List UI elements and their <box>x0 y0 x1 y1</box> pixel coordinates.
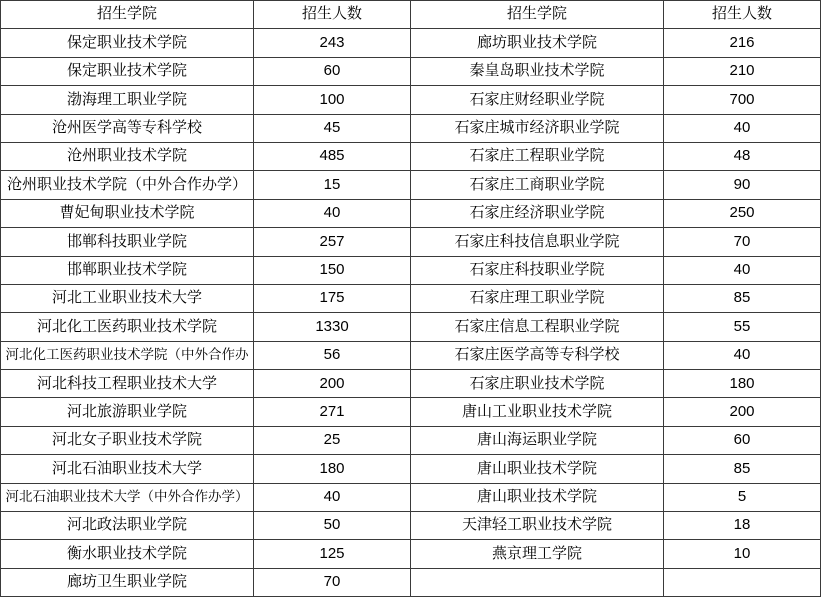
cell-right-count: 85 <box>664 455 821 483</box>
cell-right-college: 燕京理工学院 <box>411 540 664 568</box>
cell-right-college: 廊坊职业技术学院 <box>411 29 664 57</box>
cell-left-count: 271 <box>254 398 411 426</box>
cell-right-college: 唐山职业技术学院 <box>411 455 664 483</box>
cell-right-college: 秦皇岛职业技术学院 <box>411 57 664 85</box>
cell-right-college: 天津轻工职业技术学院 <box>411 512 664 540</box>
cell-right-college <box>411 568 664 596</box>
cell-left-college: 保定职业技术学院 <box>1 57 254 85</box>
cell-right-count: 40 <box>664 341 821 369</box>
cell-right-count: 200 <box>664 398 821 426</box>
cell-right-college: 唐山工业职业技术学院 <box>411 398 664 426</box>
cell-right-count: 90 <box>664 171 821 199</box>
cell-left-count: 60 <box>254 57 411 85</box>
cell-left-college: 沧州医学高等专科学校 <box>1 114 254 142</box>
table-row <box>1 370 821 398</box>
cell-left-college: 邯郸科技职业学院 <box>1 228 254 256</box>
cell-right-college: 石家庄城市经济职业学院 <box>411 114 664 142</box>
cell-left-college: 河北化工医药职业技术学院 <box>1 313 254 341</box>
cell-left-count: 100 <box>254 86 411 114</box>
cell-left-college: 河北化工医药职业技术学院（中外合作办 <box>1 341 254 369</box>
table-row <box>1 86 821 114</box>
cell-right-count: 250 <box>664 199 821 227</box>
cell-right-count: 48 <box>664 142 821 170</box>
table-row <box>1 29 821 57</box>
cell-left-college: 河北石油职业技术大学 <box>1 455 254 483</box>
cell-right-college: 石家庄财经职业学院 <box>411 86 664 114</box>
table-row <box>1 455 821 483</box>
cell-left-count: 175 <box>254 284 411 312</box>
cell-right-college: 唐山海运职业学院 <box>411 426 664 454</box>
cell-left-college: 沧州职业技术学院 <box>1 142 254 170</box>
cell-right-college: 石家庄科技信息职业学院 <box>411 228 664 256</box>
cell-left-college: 渤海理工职业学院 <box>1 86 254 114</box>
cell-left-count: 257 <box>254 228 411 256</box>
cell-right-college: 石家庄理工职业学院 <box>411 284 664 312</box>
cell-left-college: 河北科技工程职业技术大学 <box>1 370 254 398</box>
table-row <box>1 142 821 170</box>
table-row <box>1 114 821 142</box>
cell-left-count: 50 <box>254 512 411 540</box>
cell-left-college: 河北女子职业技术学院 <box>1 426 254 454</box>
cell-left-count: 56 <box>254 341 411 369</box>
table-row <box>1 341 821 369</box>
cell-right-college: 石家庄工商职业学院 <box>411 171 664 199</box>
table-row <box>1 512 821 540</box>
cell-right-count: 85 <box>664 284 821 312</box>
cell-left-count: 45 <box>254 114 411 142</box>
cell-right-college: 石家庄经济职业学院 <box>411 199 664 227</box>
cell-right-count <box>664 568 821 596</box>
cell-left-count: 180 <box>254 455 411 483</box>
table-row <box>1 426 821 454</box>
table-row <box>1 313 821 341</box>
cell-left-count: 40 <box>254 483 411 511</box>
cell-right-count: 10 <box>664 540 821 568</box>
table-header <box>1 1 821 29</box>
cell-right-college: 石家庄工程职业学院 <box>411 142 664 170</box>
cell-right-college: 石家庄医学高等专科学校 <box>411 341 664 369</box>
column-header-left-count: 招生人数 <box>254 1 411 29</box>
cell-left-college: 保定职业技术学院 <box>1 29 254 57</box>
cell-left-count: 125 <box>254 540 411 568</box>
table-row <box>1 228 821 256</box>
cell-left-count: 70 <box>254 568 411 596</box>
cell-right-college: 唐山职业技术学院 <box>411 483 664 511</box>
table-row <box>1 199 821 227</box>
cell-right-count: 5 <box>664 483 821 511</box>
cell-right-count: 210 <box>664 57 821 85</box>
cell-left-college: 曹妃甸职业技术学院 <box>1 199 254 227</box>
column-header-right-college: 招生学院 <box>411 1 664 29</box>
cell-left-college: 衡水职业技术学院 <box>1 540 254 568</box>
cell-right-count: 180 <box>664 370 821 398</box>
cell-left-college: 河北工业职业技术大学 <box>1 284 254 312</box>
cell-right-count: 18 <box>664 512 821 540</box>
table-row <box>1 568 821 596</box>
cell-left-college: 邯郸职业技术学院 <box>1 256 254 284</box>
table-row <box>1 171 821 199</box>
cell-right-count: 700 <box>664 86 821 114</box>
table-row <box>1 57 821 85</box>
table-body <box>1 29 821 597</box>
column-header-right-count: 招生人数 <box>664 1 821 29</box>
cell-right-count: 40 <box>664 114 821 142</box>
cell-left-college: 河北石油职业技术大学（中外合作办学） <box>1 483 254 511</box>
cell-right-count: 216 <box>664 29 821 57</box>
table-row <box>1 483 821 511</box>
cell-right-college: 石家庄信息工程职业学院 <box>411 313 664 341</box>
table-row <box>1 398 821 426</box>
cell-right-count: 55 <box>664 313 821 341</box>
table-row <box>1 540 821 568</box>
cell-left-count: 25 <box>254 426 411 454</box>
cell-left-college: 沧州职业技术学院（中外合作办学） <box>1 171 254 199</box>
cell-left-college: 廊坊卫生职业学院 <box>1 568 254 596</box>
cell-right-college: 石家庄职业技术学院 <box>411 370 664 398</box>
column-header-left-college: 招生学院 <box>1 1 254 29</box>
cell-left-count: 200 <box>254 370 411 398</box>
cell-left-college: 河北旅游职业学院 <box>1 398 254 426</box>
cell-left-count: 1330 <box>254 313 411 341</box>
cell-right-college: 石家庄科技职业学院 <box>411 256 664 284</box>
cell-left-college: 河北政法职业学院 <box>1 512 254 540</box>
cell-right-count: 60 <box>664 426 821 454</box>
table-row <box>1 284 821 312</box>
cell-left-count: 485 <box>254 142 411 170</box>
cell-left-count: 40 <box>254 199 411 227</box>
table-header-row <box>1 1 821 29</box>
cell-left-count: 243 <box>254 29 411 57</box>
cell-left-count: 150 <box>254 256 411 284</box>
table-row <box>1 256 821 284</box>
cell-left-count: 15 <box>254 171 411 199</box>
cell-right-count: 70 <box>664 228 821 256</box>
cell-right-count: 40 <box>664 256 821 284</box>
